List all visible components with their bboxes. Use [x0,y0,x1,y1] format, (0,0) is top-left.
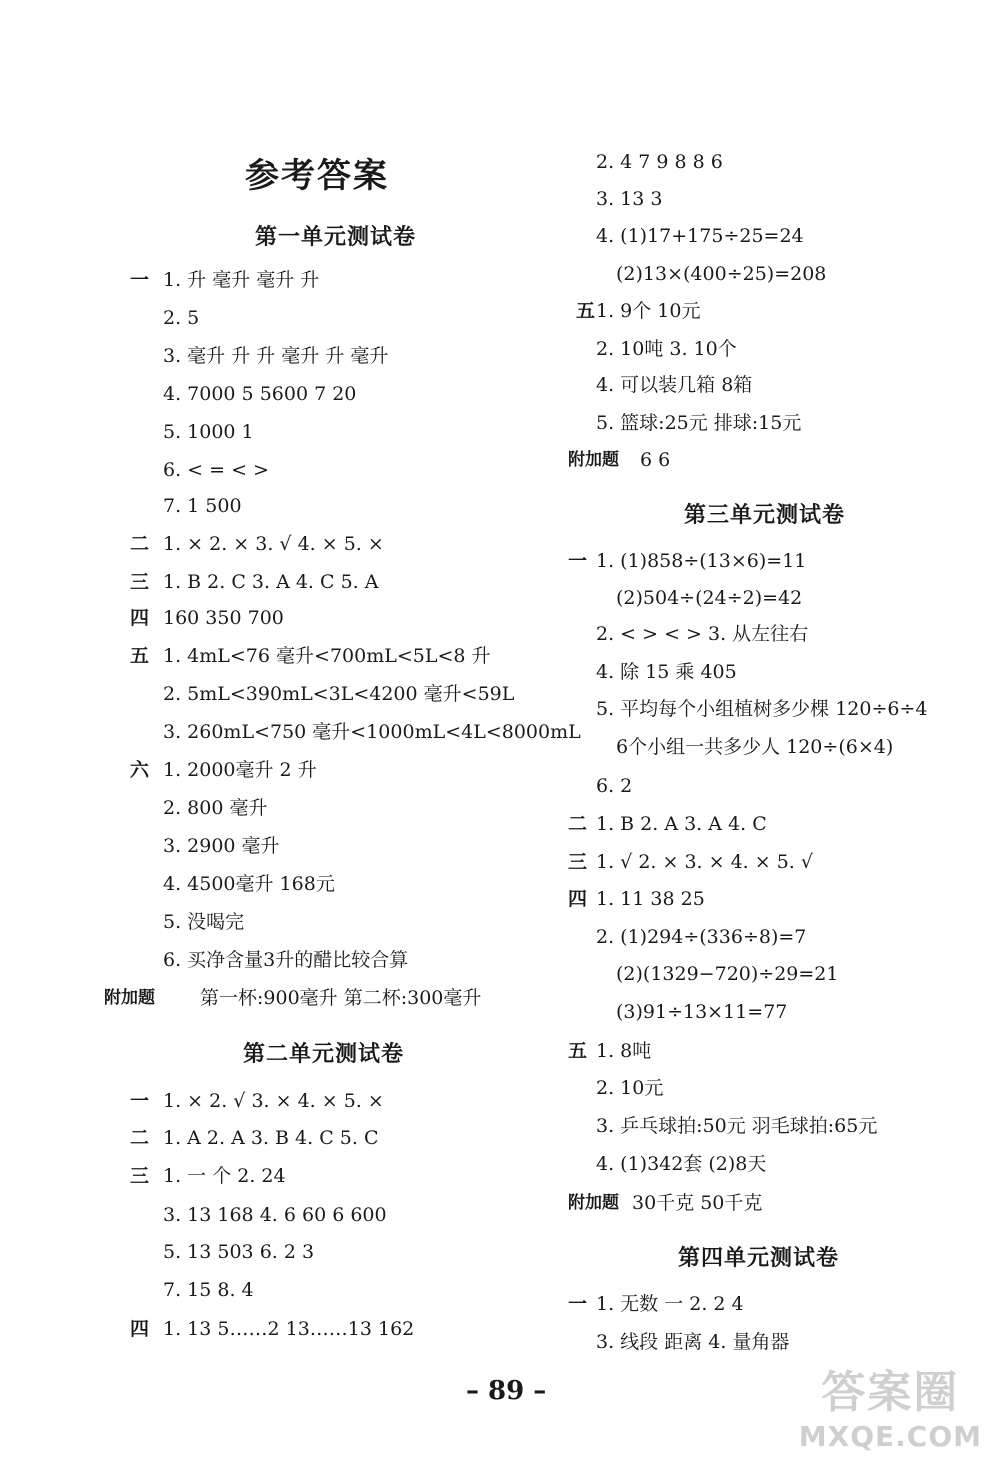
unit1-line: 2. 5mL<390mL<3L<4200 毫升<59L [163,683,515,705]
unit1-line: 1. B 2. C 3. A 4. C 5. A [163,571,379,593]
unit4-line: 3. 线段 距离 4. 量角器 [596,1331,790,1353]
unit2-line: 1. 9个 10元 [596,300,701,322]
unit1-line: 1. 升 毫升 毫升 升 [163,269,320,291]
unit2-label-5: 五 [576,300,596,322]
unit1-bonus-label: 附加题 [104,988,155,1008]
unit1-line: 1. 4mL<76 毫升<700mL<5L<8 升 [163,645,491,667]
page-title: 参考答案 [245,156,389,196]
unit2-line: 1. 一 个 2. 24 [163,1165,286,1187]
unit1-label-3: 三 [130,571,150,593]
unit3-label-2: 二 [568,813,588,835]
unit3-title: 第三单元测试卷 [684,502,846,528]
unit2-bonus-label: 附加题 [568,450,619,470]
unit3-label-4: 四 [568,888,588,910]
unit1-line: 3. 毫升 升 升 毫升 升 毫升 [163,345,389,367]
unit1-line: 1. × 2. × 3. √ 4. × 5. × [163,533,384,555]
unit3-line: 2. < > < > 3. 从左往右 [596,623,809,645]
unit3-line: 2. 10元 [596,1077,664,1099]
unit4-title: 第四单元测试卷 [678,1245,840,1271]
unit3-line: 1. 11 38 25 [596,888,705,910]
unit1-label-5: 五 [130,645,150,667]
watermark-bottom: MXQE.COM [798,1420,982,1453]
watermark-logo [799,1356,982,1453]
unit3-line: 30千克 50千克 [632,1192,763,1214]
unit3-line: 6个小组一共多少人 120÷(6×4) [616,736,894,758]
unit3-line: (3)91÷13×11=77 [616,1001,788,1023]
unit1-label-1: 一 [130,269,150,291]
unit2-line: 4. (1)17+175÷25=24 [596,225,804,247]
unit2-line: 5. 篮球:25元 排球:15元 [596,412,802,434]
unit3-line: (2)(1329−720)÷29=21 [616,963,839,985]
unit1-line: 3. 2900 毫升 [163,835,280,857]
unit2-label-3: 三 [130,1165,150,1187]
unit2-line: 6 6 [640,449,671,471]
unit2-line: 1. 13 5……2 13……13 162 [163,1318,415,1340]
watermark-top: 答案圈 [821,1367,960,1418]
unit1-line: 5. 没喝完 [163,911,245,933]
unit1-line: 3. 260mL<750 毫升<1000mL<4L<8000mL [163,721,581,743]
unit2-label-2: 二 [130,1127,150,1149]
unit4-line: 1. 无数 一 2. 2 4 [596,1293,744,1315]
unit1-label-4: 四 [130,607,150,629]
unit2-line: 3. 13 3 [596,188,663,210]
right-column [560,0,1000,1463]
page-number: – 89 – [466,1376,547,1406]
unit3-line: 1. 8吨 [596,1040,652,1062]
unit1-line: 4. 7000 5 5600 7 20 [163,383,357,405]
unit2-line: 1. A 2. A 3. B 4. C 5. C [163,1127,379,1149]
unit3-line: 4. 除 15 乘 405 [596,661,737,683]
unit1-line: 6. < = < > [163,459,269,481]
unit2-line: 7. 15 8. 4 [163,1279,254,1301]
unit1-line: 6. 买净含量3升的醋比较合算 [163,949,409,971]
unit1-line: 4. 4500毫升 168元 [163,873,335,895]
unit3-line: 1. (1)858÷(13×6)=11 [596,550,807,572]
unit3-line: 2. (1)294÷(336÷8)=7 [596,926,807,948]
unit1-line: 第一杯:900毫升 第二杯:300毫升 [200,987,482,1009]
unit1-line: 5. 1000 1 [163,421,254,443]
unit1-line: 160 350 700 [163,607,284,629]
unit3-line: 1. B 2. A 3. A 4. C [596,813,767,835]
unit2-label-4: 四 [130,1318,150,1340]
unit3-line: 6. 2 [596,775,633,797]
unit1-line: 2. 5 [163,307,200,329]
unit3-label-3: 三 [568,851,588,873]
unit3-line: (2)504÷(24÷2)=42 [616,587,803,609]
unit2-label-1: 一 [130,1090,150,1112]
unit1-label-6: 六 [130,759,150,781]
unit1-label-2: 二 [130,533,150,555]
unit3-line: 1. √ 2. × 3. × 4. × 5. √ [596,851,813,873]
unit2-title: 第二单元测试卷 [243,1041,405,1067]
unit2-line: 2. 4 7 9 8 8 6 [596,151,723,173]
unit3-bonus-label: 附加题 [568,1193,619,1213]
unit4-label-1: 一 [568,1293,588,1315]
unit3-line: 5. 平均每个小组植树多少棵 120÷6÷4 [596,698,928,720]
unit3-label-5: 五 [568,1040,588,1062]
unit2-line: (2)13×(400÷25)=208 [616,263,827,285]
unit2-line: 5. 13 503 6. 2 3 [163,1241,315,1263]
unit2-line: 2. 10吨 3. 10个 [596,338,737,360]
unit1-line: 7. 1 500 [163,495,242,517]
unit2-line: 1. × 2. √ 3. × 4. × 5. × [163,1090,384,1112]
unit1-line: 2. 800 毫升 [163,797,268,819]
unit1-line: 1. 2000毫升 2 升 [163,759,317,781]
unit3-line: 4. (1)342套 (2)8天 [596,1153,767,1175]
unit3-line: 3. 乒乓球拍:50元 羽毛球拍:65元 [596,1115,878,1137]
unit3-label-1: 一 [568,550,588,572]
unit2-line: 3. 13 168 4. 6 60 6 600 [163,1204,387,1226]
unit1-title: 第一单元测试卷 [255,224,417,250]
unit2-line: 4. 可以装几箱 8箱 [596,374,753,396]
